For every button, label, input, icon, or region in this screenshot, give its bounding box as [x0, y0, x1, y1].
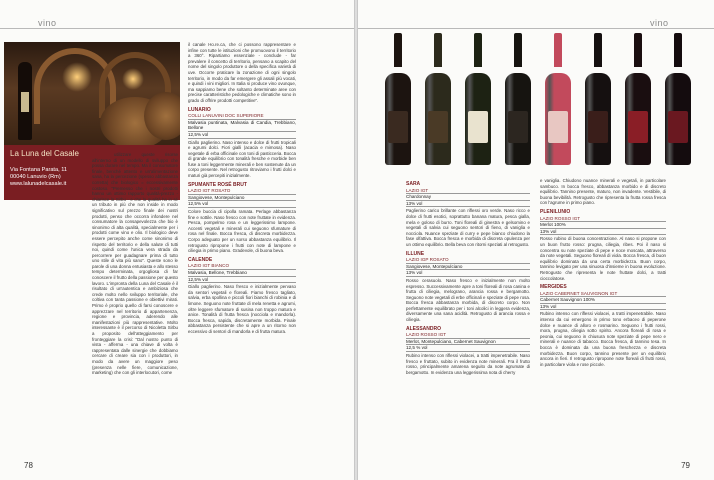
wine-name: MERGIDES — [540, 284, 567, 291]
wine-denomination: LAZIO ROSSO IGT — [540, 216, 666, 223]
column-4-intro: e vaniglia. Chiudono nuance minerali e vegetali, in particolare sambuco. In bocca fresco, abbastanza morbido e di discreto equilibrio. Tannino presente, maturo, non invadente. Vestibile, di buona bevibilità. Retrogusto che ripresenta la frutta rossa fresca con l'agrume in primo piano. — [540, 178, 666, 206]
wine-name: ILLUNE — [406, 250, 425, 257]
bottle-2 — [425, 33, 451, 165]
right-page — [358, 0, 714, 480]
wine-abv: 12,5% vol — [188, 132, 296, 139]
wine-notes: Rosso cerasuolo. Naso fresco e inizialmente non molto espresso. Successivamente apre a toni floreali di rosa canina e frutta di ciliegia, melograno, arancia rossa e bergamotto. Seguono note vegetali di erbe officinali e speziate di pepe rosa. Bocca fresca abbastanza morbida, di discreto corpo. Non perfettamente equilibrato per i toni alcolici in leggera evidenza, diversamente una sana acidità. Retrogusto di arancia rossa e ciliegia. — [406, 277, 530, 323]
address-line-2: 00040 Lanuvio (Rm) — [10, 174, 61, 180]
page-number: 79 — [681, 461, 690, 470]
wine-entry — [406, 252, 530, 323]
wine-denomination: LAZIO IGT — [406, 188, 530, 195]
winery-address — [10, 167, 67, 188]
wine-entry — [540, 285, 666, 367]
wine-entry — [406, 182, 530, 248]
wine-abv: 13% vol — [406, 270, 530, 277]
address-line-1: Via Fontana Parata, 11 — [10, 167, 68, 173]
wine-grapes: Sangiovese, Montepulciano — [406, 264, 530, 271]
wine-notes: Rubino intenso con riflessi violacei, a tratti impenetrabile. Naso fresco e fruttato, subito in evidenza note minerali. Fra il frutto rosso, principalmente amarena seguito da note agrumate di bergamotto. In evidenza una leggerissima nota di cherry — [406, 353, 530, 375]
bottle-1 — [385, 33, 411, 165]
section-label: vino — [38, 18, 57, 28]
wine-grapes: Malvasia puntinata, Malvasia di Candia, Trebbiano, Bellone — [188, 119, 296, 131]
wine-notes: Rosso rubino di buona concentrazione. Al naso si propone con un buon frutto rosso: prugna, ciliegia, ribes. Poi il naso si concentra su note speziate di pepe e noce moscata, attraverso da note vegetali. Seguono floreali di viola. Bocca fresca, di buon equilibrio dominata da una certa morbidezza. Buon corpo, tannino levigato per una sinuosa d'insieme in buona evoluzione. Retrogusto che ripresenta le note fruttate dolci, a tratti cioccolatose. — [540, 236, 666, 281]
wine-denomination: LAZIO ROSSO IGT — [406, 332, 530, 339]
wine-grapes: Malvasia, Bellone, Trebbiano — [188, 270, 296, 277]
wine-denomination: LAZIO IGP ROSATO — [406, 257, 530, 264]
header-rule — [358, 28, 714, 29]
column-2-intro: il canale Ho.re.ca, che ci possono rappresentare e infine con tutte le istituzioni che promuovono il territorio a 360°. Ripartiamo essenziale - conclude - far prevalere il concetto di territorio, pensano a scapito del nome del singolo produttore o della specifica varietà di uve. Occorre praticare la zonazione di ogni singolo territorio, in modo da far emergere gli assali più vocati, e quindi i vini migliori. In Italia si produce vino ovunque, ma sappiamo bene che soltanto determinate aree con precise caratteristiche pedologiche e climatiche sono in grado di offrire prodotti competitive". — [188, 42, 296, 103]
wine-abv: 12,5% vol — [188, 201, 296, 208]
wine-grapes: Chardonnay — [406, 194, 530, 201]
winery-name: La Luna del Casale — [10, 149, 79, 158]
winery-cellar-photo — [4, 42, 180, 145]
wine-name: CALENDE — [188, 256, 213, 263]
bottle-4 — [505, 33, 531, 165]
article-column-1: utilizzare queste risorse all'interno di un modello di sviluppo che possa durare nel tempo. Ma il consumatore finale, benché attento e un'alimentazione sana, ha la percezione (spesso abbastanza corretta) che biologico = eccessivamente costoso. "Premesso che i nostri prodotti hanno un ottimo rapporto qualità-prezzo - chiarisce la Sirbu - e che la qualità ha in sé un tributo in più che non inside in modo significativo sul prezzo finale dei nostri prodotti, penso che occorra infondere nel consumatore la consapevolezza che bio è sinonimo di alta qualità, specialmente per i prodotti come vino e olio. Il biologico deve essere percepito anche come sinonimo di rispetto del territorio e della salute di tutti noi, quindi come l'unica vera strada da percorrere per guadagnare prima di tutto uno stile di vita più sano". Queste sono le parole di una donna entusiasta e allo stesso tempo determinata, orgogliosa di far conoscere il frutto della passione per questo lavoro. L'impronta della Luna del Casale è il risultato di un'autentica e ambiziosa che crede molto nello sviluppo territoriale, che coltiva con tanta passione e obiettivi mirati. Primo è proprio quello di farsi conoscere e apprezzare nel territorio di appartenenza, regione e provincia, aderendo alle manifestazioni più rappresentative. Molto interessante è il percorso di Nicoletta Sirbu a proposito dell'atteggiamento per fronteggiare la crisi: "Dal nostro punto di vista - afferma - una chiave di volta è rappresentata dalle sinergie che dobbiamo cercare di creare sia con i produttori, in modo da avere un maggiore peso (presenza nelle fiere, comunicazione, marketing) che con gli interlocutori, come — [92, 152, 178, 376]
wine-grapes: Sangiovese, Montepulciano — [188, 195, 296, 202]
bottle-8 — [665, 33, 691, 165]
wine-grapes: Merlot 100% — [540, 222, 666, 229]
left-page — [0, 0, 354, 480]
wine-denomination: LAZIO IGT BIANCO — [188, 263, 296, 270]
article-column-4 — [540, 178, 666, 462]
wine-abv: 12,5% vol — [188, 277, 296, 284]
wine-name: ALESSANDRO — [406, 325, 442, 332]
wine-name: SPUMANTE ROSÉ BRUT — [188, 181, 247, 188]
wine-entry — [188, 183, 296, 254]
wine-abv: 12,5 % vol — [406, 345, 530, 352]
wine-denomination: LAZIO IGT ROSATO — [188, 188, 296, 195]
wine-entry — [540, 210, 666, 281]
wine-name: SARA — [406, 181, 421, 187]
wine-denomination: COLLI LANUVINI DOC SUPERIORE — [188, 113, 296, 120]
wine-notes: Paglierino carico brillante con riflessi oro verde. Naso ricco e dolce di frutti esotici, soprattutto banana matura, pesca gialla, mela e goloso di burro. Toni floreali di ginestra e gelsomino e vegetali di salvia cui seguono sentori di fieno, di vaniglia e nocciola. Nuance speziate di curry e pepe bianco chiudono la fase olfattiva. Bocca fresca e morbida di discreta opulenza per un ottimo equilibrio. Bella beva con ritorni speziati al retrogusto. — [406, 208, 530, 247]
page-number: 78 — [24, 461, 33, 470]
wine-abv: 13% vol — [540, 229, 666, 236]
article-column-2 — [188, 42, 296, 462]
wine-notes: Colore buccia di cipolla ramata. Perlage abbastanza fine e sottile. Naso fresco con note fruttate in evidenza. Pesca, pompelmo rosa e un leggerissimo lampone. Accenti vegetali e minerali cui seguono sfumature di rosa nel finale. Bocca fresca, di discreta morbidezza. Corpo adeguato per un sorso abbastanza equilibrio. Il retrogusto ripropone i frutti con note di lampone e ciliegia in primo piano. Gradevole, di buona beva. — [188, 209, 296, 254]
bottle-3 — [465, 33, 491, 165]
bottle-7 — [625, 33, 651, 165]
bottle-6 — [585, 33, 611, 165]
wine-entry — [406, 327, 530, 376]
wine-notes: Giallo paglierino. Naso intenso e dolce di frutti tropicali e agrumi dolci. Fiori gialli (acacia e mimosa). Naso vegetale di erba officinale con toni di pasticceria. Bocca di grande equilibrio con tonalità fresche e morbide ben fuse a toni leggermente minerali e ben sostenute da un corpo presente. Nel retrogusto ritroviamo i frutti dolci e maturi già percepiti inizialmente. — [188, 139, 296, 179]
wine-entry — [188, 258, 296, 335]
wine-name: LUNARIO — [188, 106, 211, 113]
wine-notes: Rubino intenso con riflessi violacei, a tratti impenetrabile. Naso intenso da cui emergono in primo tono erbaceo di peperone dolce e nuance di alloro e rosmarino. Seguono i frutti rossi, mora, prugna, ciliegia sotto spirito. Ancora floreali di rosa e peonia, cui seguono in chiusura note speziate di pepe nero e minerali e nuance di tabacco. Bocca fresca, di tannino tesa. In bocca è dominata da una buona freschezza e discreta morbidezza. Buon corpo, tannino presente per un equilibrio ancora in fieri. Il retrogusto ripropone note floreali di frutti rossi, in particolare viola e rose piccole. — [540, 311, 666, 367]
winery-website: www.lalunadelcasale.it — [10, 181, 67, 187]
article-column-3 — [406, 178, 530, 462]
wine-abv: 13% vol — [406, 201, 530, 208]
wine-abv: 13% vol — [540, 304, 666, 311]
wine-denomination: LAZIO CABERNET SAUVIGNON IGT — [540, 291, 666, 298]
wine-name: PLENILUNIO — [540, 208, 571, 215]
wine-grapes: Merlot, Montepulciano, Cabernet Sauvignon — [406, 339, 530, 346]
wine-entry — [188, 108, 296, 179]
wine-grapes: Cabernet Sauvignon 100% — [540, 297, 666, 304]
wine-bottles-photo — [378, 30, 698, 165]
wine-notes: Giallo paglierino. Naso fresco e inizialmente pervaso da sentori vegetali e floreali. Fiamo fresco tagliato, salvia, erba spollina e piccoli fiori bianchi di robinia e di limone. Seguono note fruttate di mela renetta e agrumi, oltre leggere sfumature di susina non troppo matura e anice. Tonalità di frutta fresca (nocciola e mandorla). Bocca fresca, sapida, discretamente morbida. Finale abbastanza persistente che si apre a un ritorno non eccessivo di sentori di mandorla e di frutta matura. — [188, 284, 296, 334]
bottle-5 — [545, 33, 571, 165]
header-rule — [0, 28, 354, 29]
section-label: vino — [650, 18, 669, 28]
